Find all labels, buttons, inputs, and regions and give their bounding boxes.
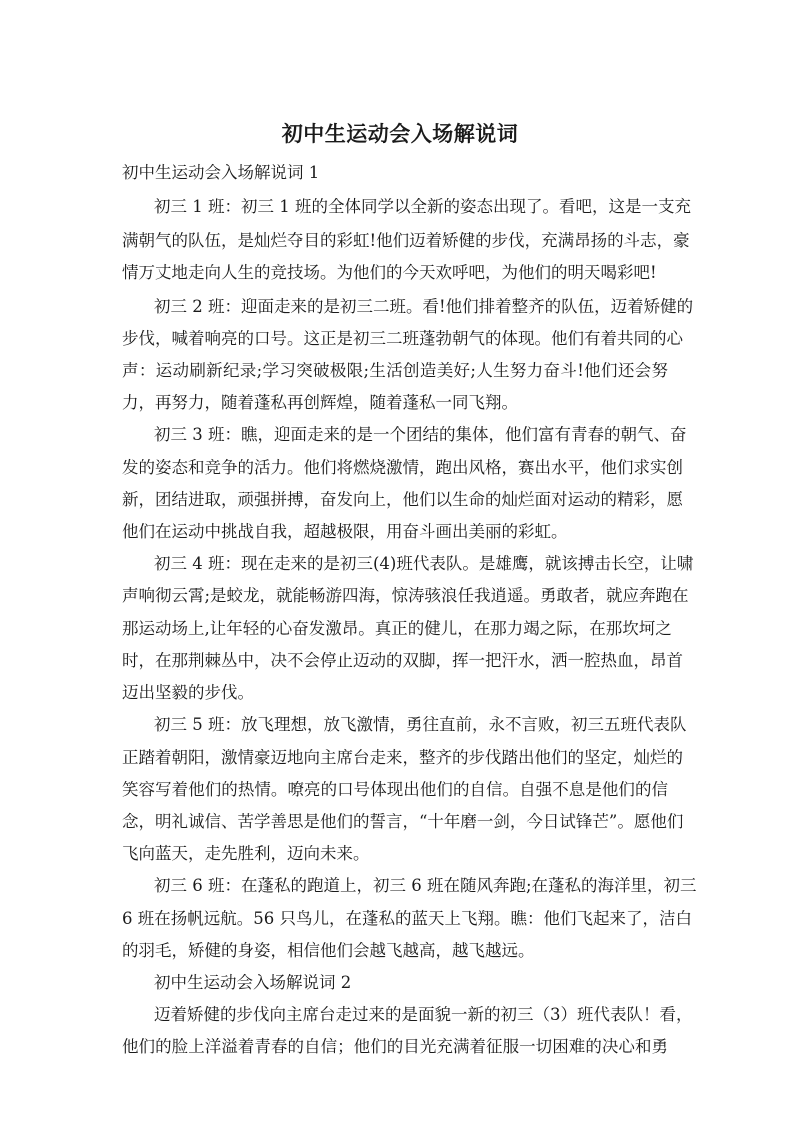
paragraph-line: 初三 1 班：初三 1 班的全体同学以全新的姿态出现了。看吧，这是一支充 <box>154 197 691 216</box>
paragraph-line: 时，在那荆棘丛中，决不会停止迈动的双脚，挥一把汗水，洒一腔热血，昂首 <box>122 651 683 670</box>
section-heading: 初中生运动会入场解说词 1 <box>122 163 320 182</box>
paragraph-line: 新，团结进取，顽强拼搏，奋发向上，他们以生命的灿烂面对运动的精彩，愿 <box>122 490 683 509</box>
paragraph-line: 力，再努力，随着蓬私再创辉煌，随着蓬私一同飞翔。 <box>122 393 518 412</box>
paragraph-line: 初三 2 班：迎面走来的是初三二班。看!他们排着整齐的队伍，迈着矫健的 <box>154 297 694 316</box>
paragraph-line: 发的姿态和竞争的活力。他们将燃烧激情，跑出风格，赛出水平，他们求实创 <box>122 458 683 477</box>
paragraph-line: 初三 3 班：瞧，迎面走来的是一个团结的集体，他们富有青春的朝气、奋 <box>154 425 687 444</box>
paragraph-line: 念，明礼诚信、苦学善思是他们的誓言，“十年磨一剑，今日试锋芒”。愿他们 <box>122 812 684 831</box>
paragraph-line: 初三 6 班：在蓬私的跑道上，初三 6 班在随风奔跑;在蓬私的海洋里，初三 <box>154 876 697 895</box>
paragraph-line: 声：运动刷新纪录;学习突破极限;生活创造美好;人生努力奋斗!他们还会努 <box>122 361 668 380</box>
paragraph-line: 情万丈地走向人生的竞技场。为他们的今天欢呼吧，为他们的明天喝彩吧! <box>122 263 657 282</box>
paragraph-line: 那运动场上,让年轻的心奋发激昂。真正的健儿，在那力竭之际，在那坎坷之 <box>122 619 672 638</box>
paragraph-line: 声响彻云霄;是蛟龙，就能畅游四海，惊涛骇浪任我逍遥。勇敢者，就应奔跑在 <box>122 586 689 605</box>
document-title: 初中生运动会入场解说词 <box>281 122 519 146</box>
paragraph-line: 的羽毛，矫健的身姿，相信他们会越飞越高，越飞越远。 <box>122 941 535 960</box>
paragraph-line: 步伐，喊着响亮的口号。这正是初三二班蓬勃朝气的体现。他们有着共同的心 <box>122 329 683 348</box>
paragraph-line: 6 班在扬帆远航。56 只鸟儿，在蓬私的蓝天上飞翔。瞧：他们飞起来了，洁白 <box>122 909 692 928</box>
paragraph-line: 迈出坚毅的步伐。 <box>122 683 254 702</box>
paragraph-line: 初三 4 班：现在走来的是初三(4)班代表队。是雄鹰，就该搏击长空，让啸 <box>154 554 694 573</box>
paragraph-line: 迈着矫健的步伐向主席台走过来的是面貌一新的初三（3）班代表队！看， <box>154 1005 693 1024</box>
paragraph-line: 满朝气的队伍，是灿烂夺目的彩虹!他们迈着矫健的步伐，充满昂扬的斗志，豪 <box>122 231 690 250</box>
paragraph-line: 笑容写着他们的热情。嘹亮的口号体现出他们的自信。自强不息是他们的信 <box>122 780 668 799</box>
paragraph-line: 他们的脸上洋溢着青春的自信；他们的目光充满着征服一切困难的决心和勇 <box>122 1037 668 1056</box>
paragraph-line: 初三 5 班：放飞理想，放飞激情，勇往直前，永不言败，初三五班代表队 <box>154 715 687 734</box>
section-heading: 初中生运动会入场解说词 2 <box>154 973 352 992</box>
paragraph-line: 飞向蓝天，走先胜利，迈向未来。 <box>122 844 370 863</box>
paragraph-line: 正踏着朝阳，激情豪迈地向主席台走来，整齐的步伐踏出他们的坚定，灿烂的 <box>122 748 683 767</box>
paragraph-line: 他们在运动中挑战自我，超越极限，用奋斗画出美丽的彩虹。 <box>122 522 568 541</box>
